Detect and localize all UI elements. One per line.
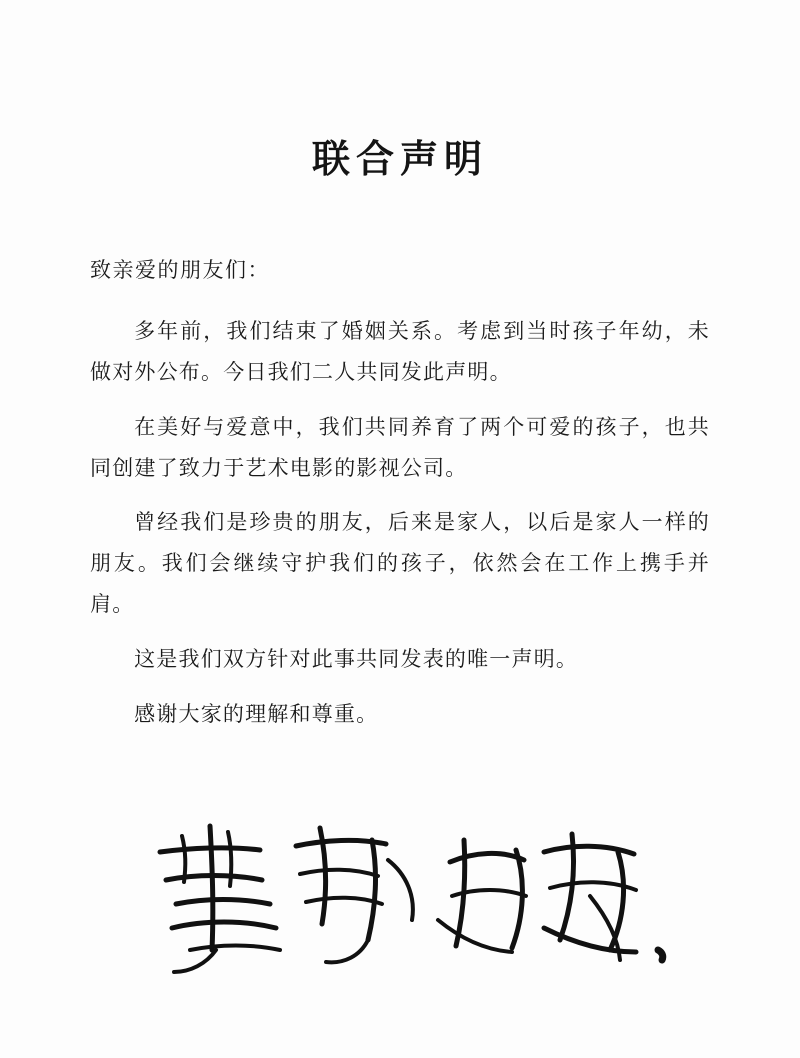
handwritten-signature-icon xyxy=(120,800,680,990)
paragraph-4: 这是我们双方针对此事共同发表的唯一声明。 xyxy=(134,647,579,672)
page-title: 联合声明 xyxy=(311,136,488,181)
document-body xyxy=(90,183,710,735)
salutation: 致亲爱的朋友们： xyxy=(90,258,270,282)
paragraph-1: 多年前，我们结束了婚姻关系。考虑到当时孩子年幼，未做对外公布。今日我们二人共同发此声明。 xyxy=(90,318,710,384)
paragraph-3: 曾经我们是珍贵的朋友，后来是家人，以后是家人一样的朋友。我们会继续守护我们的孩子，依然会在工作上携手并肩。 xyxy=(90,510,710,617)
signature-area xyxy=(0,800,800,1000)
paragraph-2: 在美好与爱意中，我们共同养育了两个可爱的孩子，也共同创建了致力于艺术电影的影视公司。 xyxy=(90,414,710,480)
paragraph-5: 感谢大家的理解和尊重。 xyxy=(134,702,379,727)
